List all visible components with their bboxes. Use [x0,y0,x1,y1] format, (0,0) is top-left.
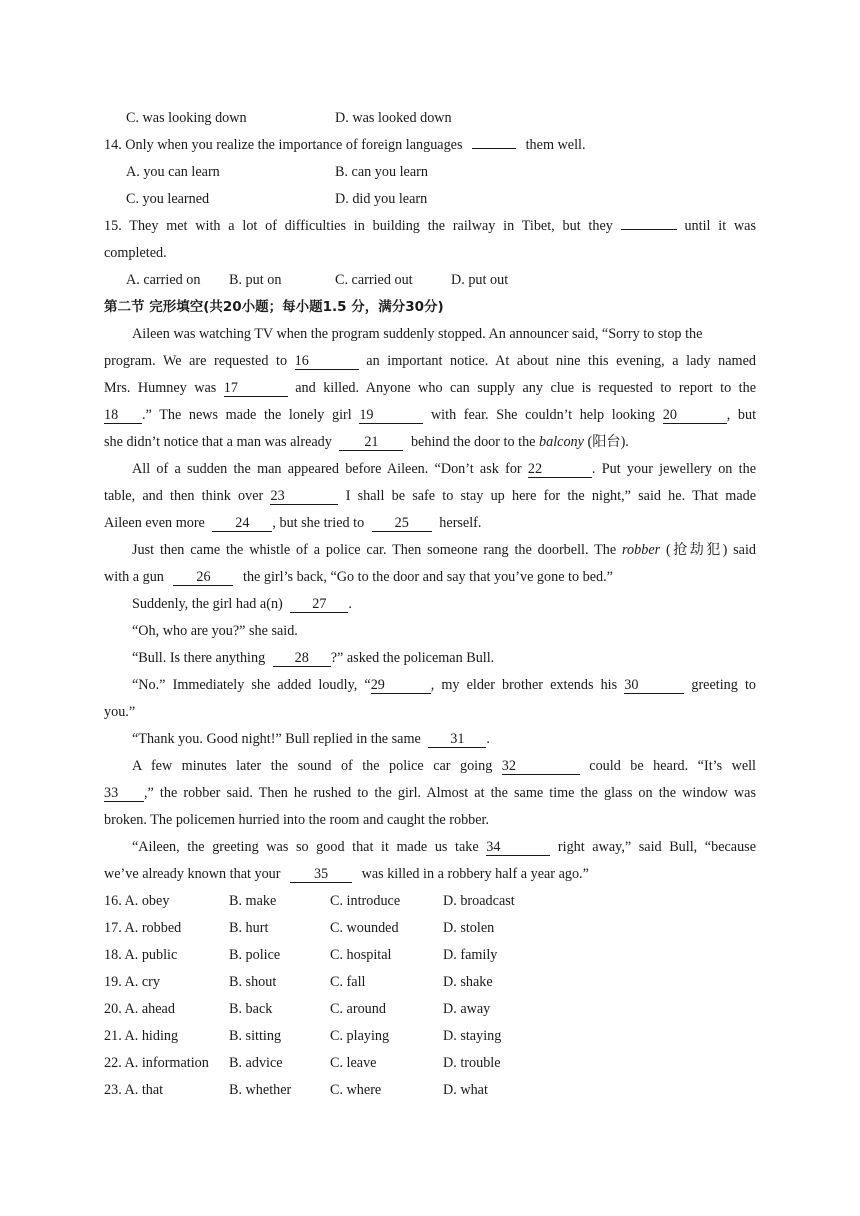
option-a: 20. A. ahead [104,1001,175,1017]
option-row [104,917,756,944]
option-d: D. trouble [443,1055,501,1071]
option-row [104,1079,756,1106]
q13-option-d: D. was looked down [335,110,452,126]
q15-option-c: C. carried out [335,272,413,288]
exam-page [104,107,756,1106]
option-d: D. stolen [443,920,495,936]
passage-line: program. We are requested to 16 an important notice. At about nine this evening, a lady named [104,353,756,369]
passage-line: Mrs. Humney was 17 and killed. Anyone who can supply any clue is requested to report to the [104,380,757,396]
passage-line: 33 ,” the robber said. Then he rushed to the girl. Almost at the same time the glass on the window was [104,785,756,801]
q13-options-cd [104,107,756,134]
blank-17: 17 [224,381,288,397]
option-b: B. sitting [229,1028,282,1044]
blank-18: 18 [104,408,142,424]
blank-31: 31 [428,732,486,748]
blank-35: 35 [290,867,352,883]
blank-19: 19 [359,408,423,424]
blank-29: 29 [371,678,431,694]
option-b: B. police [229,947,281,963]
option-d: D. what [443,1082,488,1098]
option-row [104,1052,756,1079]
passage-line: “Oh, who are you?” she said. [132,623,298,639]
blank-20: 20 [663,408,727,424]
blank-16: 16 [295,354,359,370]
q14-option-d: D. did you learn [335,191,428,207]
option-c: C. playing [330,1028,390,1044]
option-d: D. shake [443,974,493,990]
passage-line: broken. The policemen hurried into the room and caught the robber. [104,812,490,828]
blank-22: 22 [528,462,592,478]
option-b: B. whether [229,1082,292,1098]
q14-options-cd [104,188,756,215]
blank-30: 30 [624,678,684,694]
option-a: 19. A. cry [104,974,160,990]
passage-line: “Bull. Is there anything 28 ?” asked the policeman Bull. [132,650,495,666]
q14-stem: 14. Only when you realize the importance of foreign languages them well. [104,137,586,153]
q15-options [104,269,756,296]
option-d: D. family [443,947,498,963]
passage-line: you.” [104,704,136,720]
option-d: D. broadcast [443,893,515,909]
q14-option-b: B. can you learn [335,164,428,180]
option-d: D. staying [443,1028,502,1044]
passage-line: “Aileen, the greeting was so good that it made us take 34 right away,” said Bull, “because [132,839,757,855]
section-title: 第二节 完形填空(共20小题；每小题1.5 分，满分30分) [104,299,444,315]
q14-options-ab [104,161,756,188]
passage-line: she didn’t notice that a man was already 21 behind the door to the balcony (阳台). [104,434,629,450]
option-c: C. introduce [330,893,401,909]
option-b: B. advice [229,1055,283,1071]
option-c: C. hospital [330,947,392,963]
q13-option-c: C. was looking down [126,110,247,126]
option-c: C. leave [330,1055,377,1071]
blank-34: 34 [486,840,550,856]
option-row [104,1025,756,1052]
option-d: D. away [443,1001,491,1017]
passage-line: we’ve already known that your 35 was killed in a robbery half a year ago.” [104,866,589,882]
option-a: 23. A. that [104,1082,164,1098]
blank-26: 26 [173,570,233,586]
option-c: C. wounded [330,920,399,936]
passage-line: 18 .” The news made the lonely girl 19 with fear. She couldn’t help looking 20 , but [104,407,757,423]
q15-option-d: D. put out [451,272,509,288]
passage-line: Just then came the whistle of a police car. Then someone rang the doorbell. The robber (抢劫犯) said [132,542,757,558]
q15-stem: 15. They met with a lot of difficulties in building the railway in Tibet, but they until it was [104,218,757,234]
passage-line: Aileen was watching TV when the program suddenly stopped. An announcer said, “Sorry to stop the [132,326,703,342]
option-row [104,944,756,971]
passage-line: “Thank you. Good night!” Bull replied in the same 31 . [132,731,490,747]
cloze-options [104,890,756,1106]
blank-33: 33 [104,786,144,802]
passage-line: All of a sudden the man appeared before Aileen. “Don’t ask for 22 . Put your jewellery on the [132,461,756,477]
option-b: B. hurt [229,920,269,936]
option-c: C. where [330,1082,382,1098]
q15-option-b: B. put on [229,272,282,288]
passage-line: A few minutes later the sound of the police car going 32 could be heard. “It’s well [132,758,757,774]
option-b: B. shout [229,974,277,990]
option-a: 22. A. information [104,1055,209,1071]
option-a: 17. A. robbed [104,920,182,936]
passage-line: Suddenly, the girl had a(n) 27 . [132,596,352,612]
option-c: C. fall [330,974,366,990]
blank-28: 28 [273,651,331,667]
option-row [104,971,756,998]
blank-32: 32 [502,759,580,775]
q15-stem-cont: completed. [104,245,167,261]
passage-line: table, and then think over 23 I shall be safe to stay up here for the night,” said he. That made [104,488,757,504]
option-b: B. make [229,893,277,909]
passage-line: “No.” Immediately she added loudly, “29 , my elder brother extends his 30 greeting to [132,677,756,693]
option-row [104,998,756,1025]
passage-line: Aileen even more 24 , but she tried to 25 herself. [104,515,482,531]
blank-24: 24 [212,516,272,532]
q15-option-a: A. carried on [126,272,201,288]
q14-option-c: C. you learned [126,191,210,207]
passage-line: with a gun 26 the girl’s back, “Go to the door and say that you’ve gone to bed.” [104,569,613,585]
q15-blank [621,229,677,230]
blank-27: 27 [290,597,348,613]
option-b: B. back [229,1001,273,1017]
blank-25: 25 [372,516,432,532]
option-c: C. around [330,1001,386,1017]
option-a: 21. A. hiding [104,1028,179,1044]
blank-21: 21 [339,435,403,451]
q14-option-a: A. you can learn [126,164,220,180]
q14-blank [472,148,516,149]
option-row [104,890,756,917]
option-a: 18. A. public [104,947,178,963]
blank-23: 23 [270,489,338,505]
option-a: 16. A. obey [104,893,170,909]
